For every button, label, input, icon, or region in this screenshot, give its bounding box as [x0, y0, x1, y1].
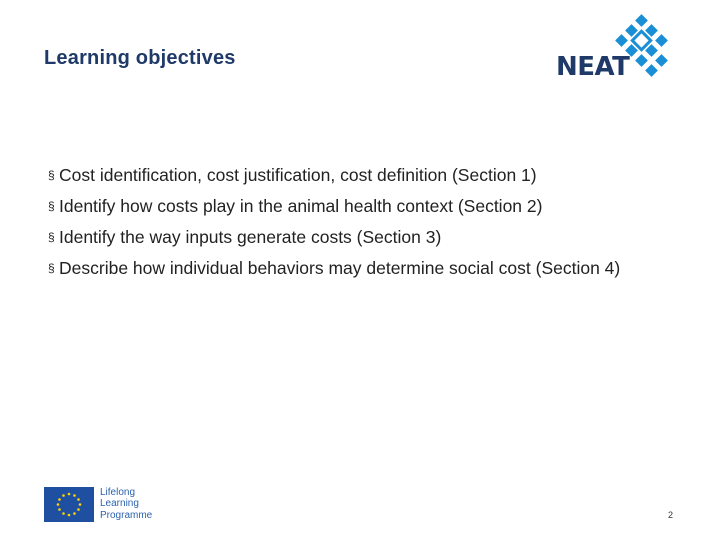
objective-text: Describe how individual behaviors may determine social cost (Section 4) [59, 258, 621, 278]
objective-text: Identify the way inputs generate costs (Section 3) [59, 227, 442, 247]
objective-text: Cost identification, cost justification, cost definition (Section 1) [59, 165, 537, 185]
bullet-marker: § [48, 199, 55, 213]
bullet-marker: § [48, 230, 55, 244]
page-number: 2 [668, 510, 674, 520]
objective-item [48, 226, 688, 248]
objective-item [48, 257, 688, 279]
bullet-marker: § [48, 261, 55, 275]
bullet-marker: § [48, 168, 55, 182]
eu-flag-icon [44, 487, 94, 522]
neat-logo-text: NEAT [556, 52, 630, 82]
objective-item [48, 195, 688, 217]
programme-line: Lifelong [100, 486, 136, 498]
objective-text: Identify how costs play in the animal health context (Section 2) [59, 196, 543, 216]
objectives-list [48, 164, 688, 288]
programme-name [100, 487, 152, 522]
programme-line: Programme [100, 509, 153, 521]
slide-title: Learning objectives [44, 47, 236, 69]
programme-line: Learning [100, 498, 139, 510]
objective-item [48, 164, 688, 186]
lifelong-learning-logo [44, 484, 152, 524]
neat-logo [553, 14, 675, 84]
